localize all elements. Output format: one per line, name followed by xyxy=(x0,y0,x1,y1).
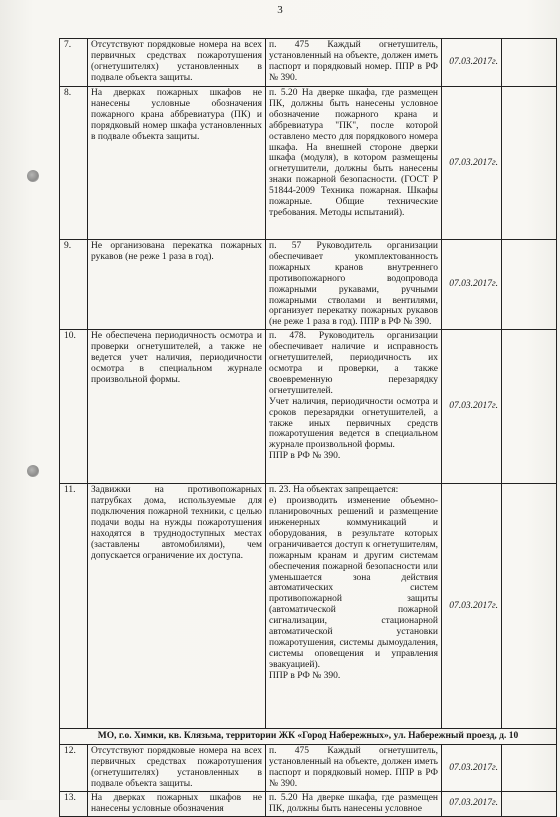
violation-cell: Не организована перекатка пожарных рукавов (не реже 1 раза в год). xyxy=(88,240,266,330)
norm-paragraph: п. 475 Каждый огнетушитель, установленный на объекте, должен иметь паспорт и порядковый номер. ППР в РФ № 390. xyxy=(269,746,438,789)
row-number: 13. xyxy=(60,791,88,816)
norm-paragraph: Учет наличия, периодичности осмотра и сроков перезарядки огнетушителей, а также иных первичных средств пожаротушения ведется в специальном журнале произвольной формы. xyxy=(269,396,438,451)
norm-reference-cell xyxy=(266,484,442,729)
section-header: МО, г.о. Химки, кв. Клязьма, территории ЖК «Город Набережных», ул. Набережный проезд, д. 10 xyxy=(60,729,557,745)
violation-cell: Отсутствуют порядковые номера на всех первичных средствах пожаротушения (огнетушителях) установленных в подвале объекта защиты. xyxy=(88,745,266,792)
norm-paragraph: п. 5.20 На дверке шкафа, где размещен ПК, должны быть нанесены условное обозначение пожарного крана и аббревиатура "ПК", после которой оставлено место для порядкового номера шкафа. На внешней стороне дверки шкафа (модуля), в котором размещены огнетушители, должны быть нанесены знаки пожарной безопасности. (ГОСТ Р 51844-2009 Техника пожарная. Шкафы пожарные. Общие технические требования. Методы испытаний). xyxy=(269,88,438,218)
violation-cell: Отсутствуют порядковые номера на всех первичных средствах пожаротушения (огнетушителях) установленных в подвале объекта защиты. xyxy=(88,39,266,87)
violations-table xyxy=(59,38,557,817)
punch-hole xyxy=(27,170,39,182)
punch-hole xyxy=(27,465,39,477)
empty-cell xyxy=(502,791,557,816)
deadline-date: 07.03.2017г. xyxy=(442,745,502,792)
table-section xyxy=(60,729,557,745)
page-number: 3 xyxy=(277,4,283,16)
norm-reference-cell xyxy=(266,87,442,240)
norm-paragraph: п. 475 Каждый огнетушитель, установленный на объекте, должен иметь паспорт и порядковый номер. ППР в РФ № 390. xyxy=(269,40,438,83)
norm-paragraph: п. 478. Руководитель организации обеспечивает наличие и исправность огнетушителей, периодичность их осмотра и проверки, а также своевременную перезарядку огнетушителей. xyxy=(269,331,438,396)
norm-paragraph: ППР в РФ № 390. xyxy=(269,451,341,462)
violation-cell: На дверках пожарных шкафов не нанесены условные обозначения xyxy=(88,791,266,816)
row-number: 10. xyxy=(60,330,88,484)
table-row xyxy=(60,791,557,816)
table-row xyxy=(60,87,557,240)
deadline-date: 07.03.2017г. xyxy=(442,484,502,729)
norm-paragraph: ППР в РФ № 390. xyxy=(269,670,341,681)
row-number: 8. xyxy=(60,87,88,240)
table-body-top xyxy=(60,39,557,729)
violation-cell: Не обеспечена периодичность осмотра и проверки огнетушителей, а также не ведется учет наличия, периодичности осмотра в специальном журнале произвольной формы. xyxy=(88,330,266,484)
table-row xyxy=(60,745,557,792)
deadline-date: 07.03.2017г. xyxy=(442,330,502,484)
row-number: 9. xyxy=(60,240,88,330)
empty-cell xyxy=(502,330,557,484)
norm-paragraph: е) производить изменение объемно-планировочных решений и размещение инженерных коммуникаций и оборудования, в результате которых ограничивается доступ к огнетушителям, пожарным кранам и другим системам обеспечения пожарной безопасности или уменьшается зона действия автоматических систем противопожарной защиты (автоматической пожарной сигнализации, стационарной автоматической установки пожаротушения, системы дымоудаления, системы оповещения и управления эвакуацией). xyxy=(269,496,438,670)
section-header-row xyxy=(60,729,557,745)
norm-paragraph: п. 5.20 На дверке шкафа, где размещен ПК, должны быть нанесены условное xyxy=(269,792,438,814)
empty-cell xyxy=(502,240,557,330)
deadline-date: 07.03.2017г. xyxy=(442,87,502,240)
table-row xyxy=(60,484,557,729)
row-number: 7. xyxy=(60,39,88,87)
empty-cell xyxy=(502,484,557,729)
violation-cell: На дверках пожарных шкафов не нанесены условные обозначения пожарного крана аббревиатура (ПК) и порядковый номер шкафа установленных в подвале объекта защиты. xyxy=(88,87,266,240)
norm-reference-cell xyxy=(266,791,442,816)
violation-cell: Задвижки на противопожарных патрубках дома, используемые для подключения пожарной техники, с целью подачи воды на нужды пожаротушения находятся в труднодоступных местах (заставлены автомобилями), чем допускается ограничение их доступа. xyxy=(88,484,266,729)
empty-cell xyxy=(502,745,557,792)
norm-reference-cell xyxy=(266,240,442,330)
deadline-date: 07.03.2017г. xyxy=(442,791,502,816)
norm-paragraph: п. 57 Руководитель организации обеспечивает укомплектованность пожарных кранов внутреннего противопожарного водопровода пожарными рукавами, ручными пожарными стволами и вентилями, организует перекатку пожарных рукавов (не реже 1 раза в год). ППР в РФ № 390. xyxy=(269,241,438,328)
deadline-date: 07.03.2017г. xyxy=(442,39,502,87)
deadline-date: 07.03.2017г. xyxy=(442,240,502,330)
norm-reference-cell xyxy=(266,330,442,484)
table-row xyxy=(60,330,557,484)
table-row xyxy=(60,39,557,87)
empty-cell xyxy=(502,39,557,87)
norm-reference-cell xyxy=(266,745,442,792)
table-row xyxy=(60,240,557,330)
table-body-bottom xyxy=(60,745,557,816)
row-number: 11. xyxy=(60,484,88,729)
norm-reference-cell xyxy=(266,39,442,87)
norm-paragraph: п. 23. На объектах запрещается: xyxy=(269,485,399,496)
empty-cell xyxy=(502,87,557,240)
row-number: 12. xyxy=(60,745,88,792)
